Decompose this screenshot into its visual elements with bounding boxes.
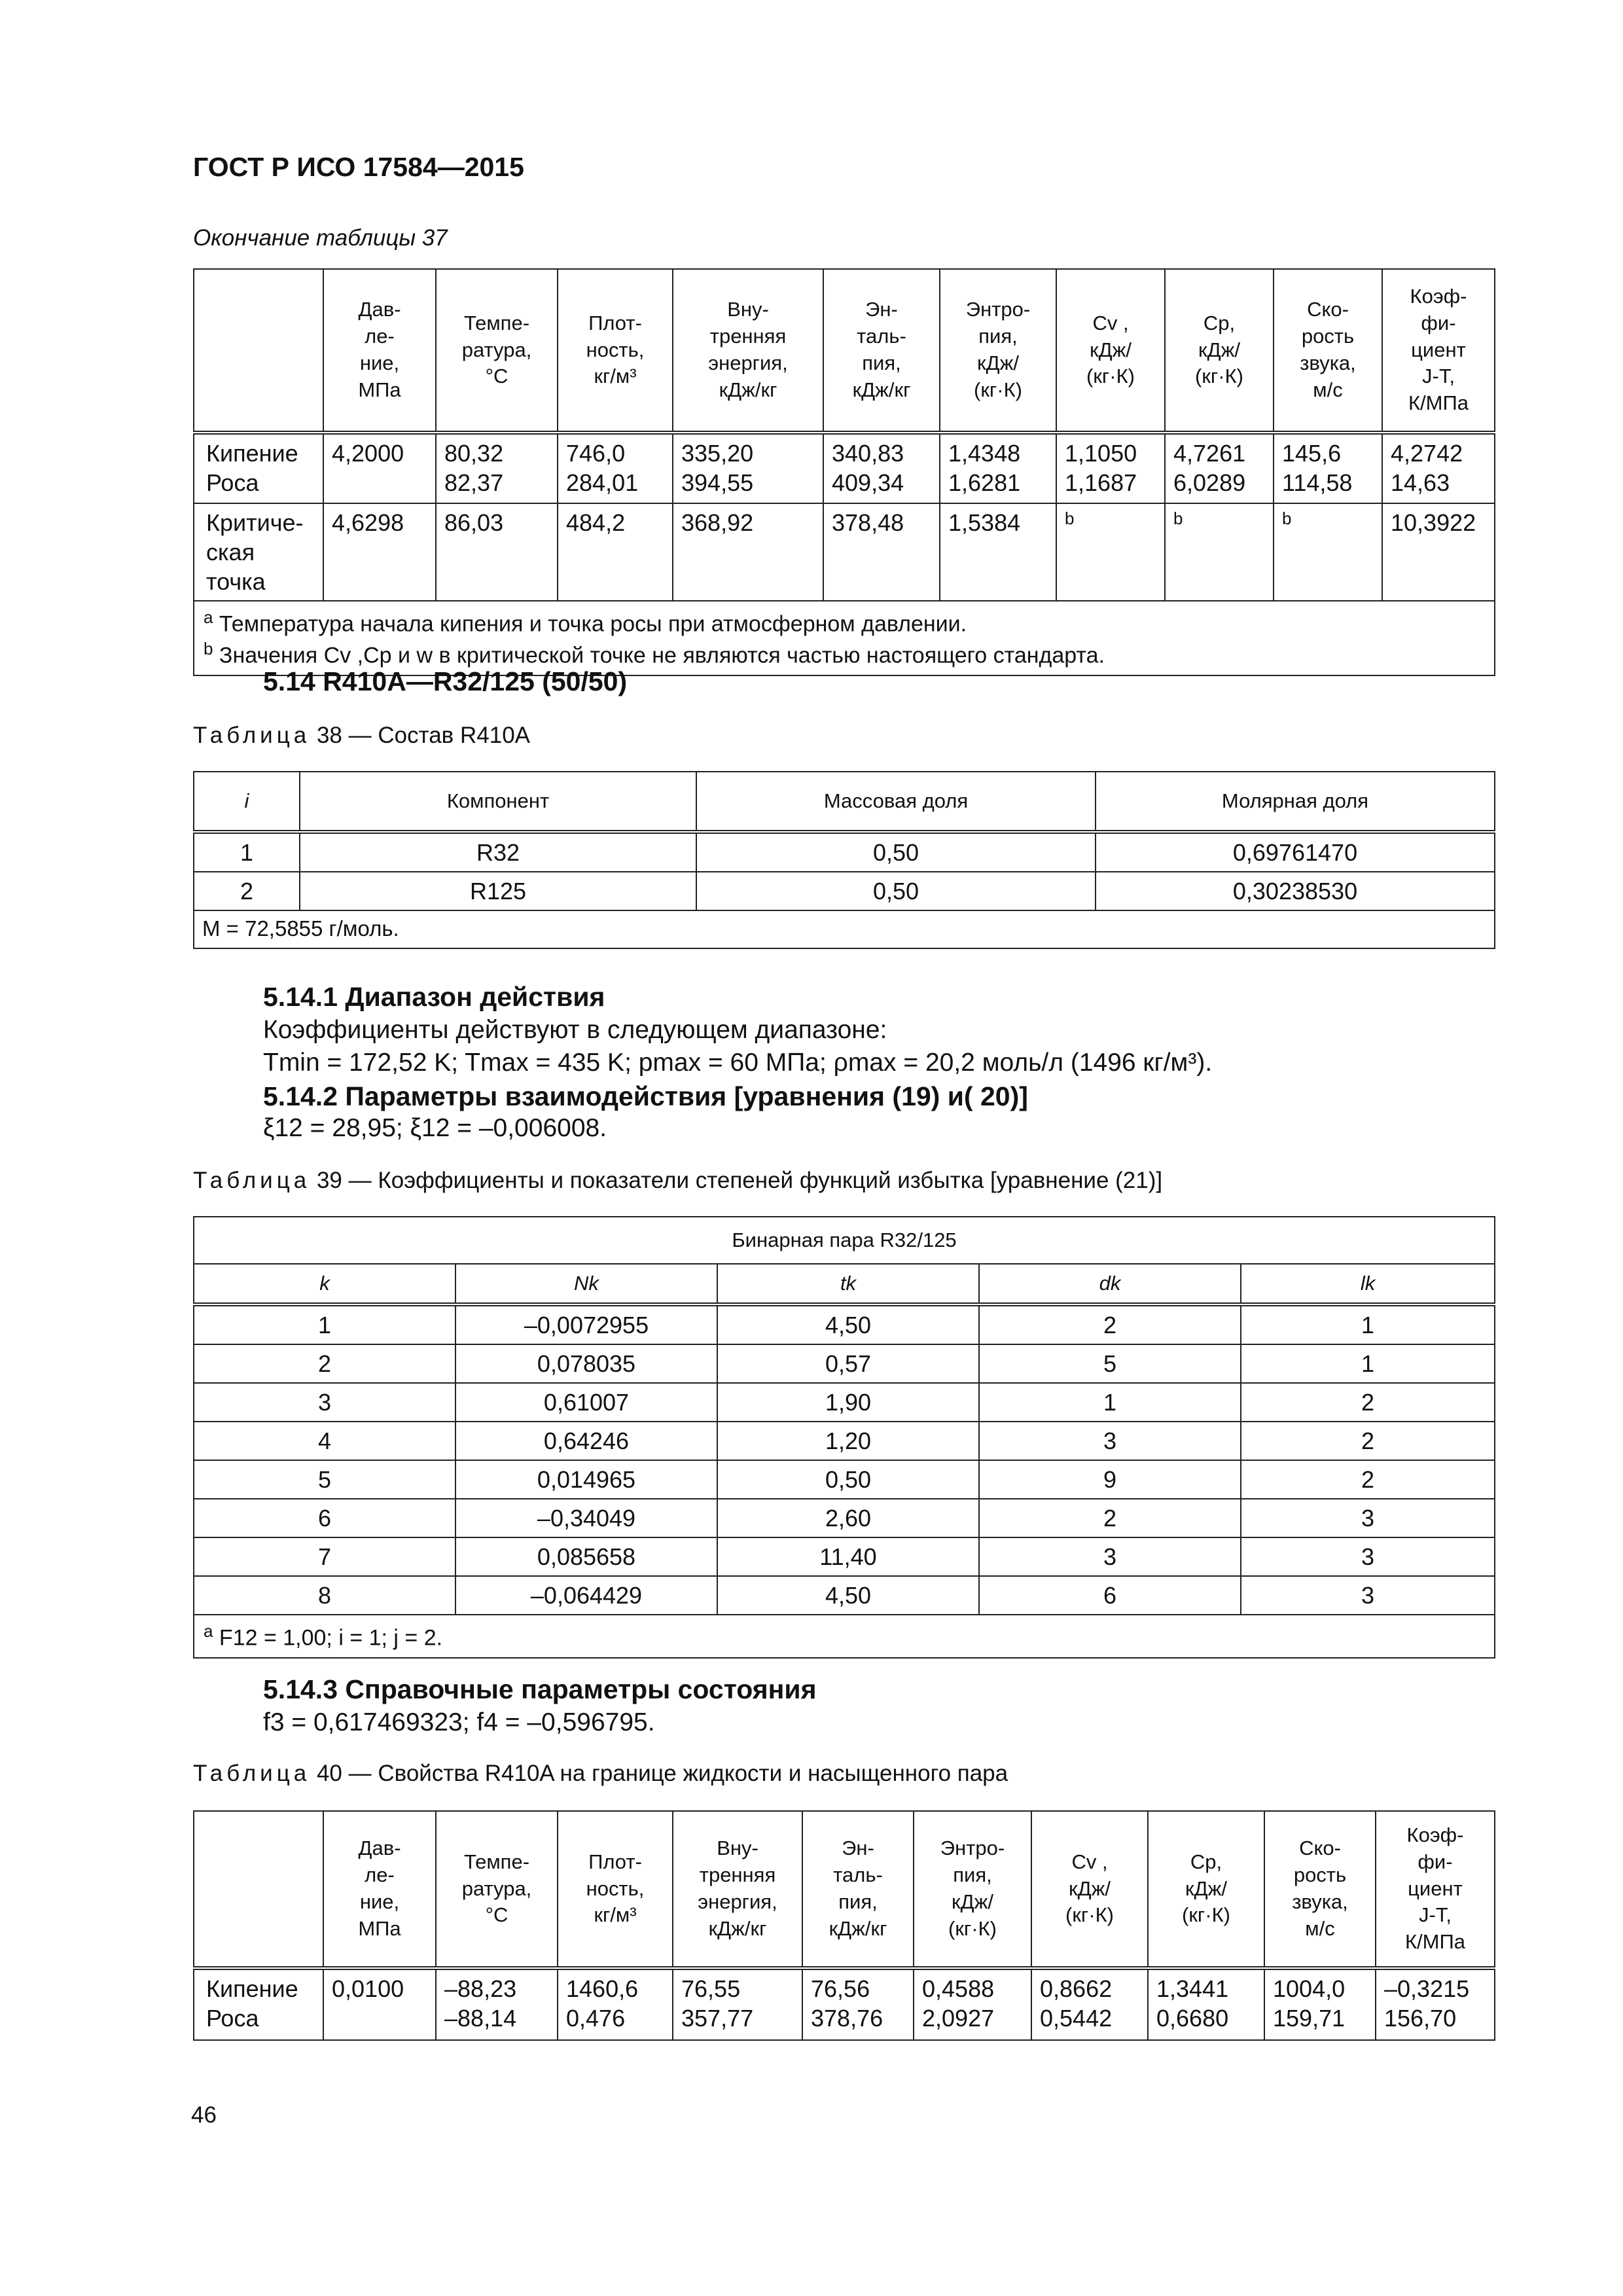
t39-cell: 11,40: [717, 1537, 979, 1576]
table-37: [193, 268, 1495, 676]
t37-cell: b: [1274, 503, 1382, 601]
t37-header-internal-energy: Вну- тренняя энергия, кДж/кг: [673, 269, 823, 433]
t37-cell: 368,92: [673, 503, 823, 601]
t37-header-enthalpy: Эн- таль- пия, кДж/кг: [823, 269, 940, 433]
t40-header-temperature: Темпе- ратура, °С: [436, 1811, 558, 1968]
t40-header-jt-coefficient: Коэф- фи- циент J-T, К/МПа: [1376, 1811, 1495, 1968]
t40-cell: 1004,0 159,71: [1264, 1968, 1376, 2040]
t38-cell: 0,30238530: [1096, 872, 1495, 910]
table-39: [193, 1216, 1495, 1659]
t38-cell: 0,50: [696, 872, 1096, 910]
t37-header-temperature: Темпе- ратура, °С: [436, 269, 558, 433]
t40-cell: –88,23 –88,14: [436, 1968, 558, 2040]
t37-cell: 145,6 114,58: [1274, 433, 1382, 503]
t39-cell: 1: [1241, 1344, 1495, 1383]
t39-cell: 3: [979, 1422, 1241, 1460]
t39-header-nk: Nk: [455, 1264, 717, 1304]
t40-cell: 0,0100: [323, 1968, 436, 2040]
table-row: [194, 1499, 1495, 1537]
t39-cell: 6: [979, 1576, 1241, 1615]
t39-cell: 9: [979, 1460, 1241, 1499]
t40-cell: 1460,6 0,476: [558, 1968, 673, 2040]
t39-footnote: $^a$ F12 = 1,00; i = 1; j = 2.: [194, 1615, 1495, 1658]
t39-cell: 0,085658: [455, 1537, 717, 1576]
t39-cell: 5: [194, 1460, 455, 1499]
t39-cell: 7: [194, 1537, 455, 1576]
table37-caption: Окончание таблицы 37: [193, 225, 448, 251]
section-5-14-title: 5.14 R410A—R32/125 (50/50): [263, 666, 628, 696]
t39-cell: –0,34049: [455, 1499, 717, 1537]
t38-cell: 0,50: [696, 832, 1096, 872]
t39-cell: 2: [194, 1344, 455, 1383]
t40-cell: –0,3215 156,70: [1376, 1968, 1495, 2040]
t39-cell: 1: [979, 1383, 1241, 1422]
t37-footnote-a: $^a$ Температура начала кипения и точка росы при атмосферном давлении.: [204, 607, 967, 637]
t37-cell: 1,1050 1,1687: [1056, 433, 1165, 503]
t40-header-density: Плот- ность, кг/м³: [558, 1811, 673, 1968]
t40-header-pressure: Дав- ле- ние, МПа: [323, 1811, 436, 1968]
section-5-14-1-line2: Tmin = 172,52 K; Tmax = 435 K; pmax = 60 МПа; ρmax = 20,2 моль/л (1496 кг/м³).: [263, 1049, 1213, 1077]
t39-cell: 1: [194, 1304, 455, 1344]
t39-cell: 3: [194, 1383, 455, 1422]
t39-cell: 2: [979, 1304, 1241, 1344]
t37-footnote-b: $^b$ Значения Cv ,Cp и w в критической точке не являются частью настоящего стандарта.: [204, 638, 1105, 668]
t39-cell: 0,078035: [455, 1344, 717, 1383]
t37-cell: 746,0 284,01: [558, 433, 673, 503]
t40-header-sound-speed: Ско- рость звука, м/с: [1264, 1811, 1376, 1968]
t37-cell: 86,03: [436, 503, 558, 601]
t40-cell: 76,55 357,77: [673, 1968, 802, 2040]
t39-cell: 8: [194, 1576, 455, 1615]
t39-cell: 0,014965: [455, 1460, 717, 1499]
section-5-14-2-title: 5.14.2 Параметры взаимодействия [уравнения (19) и( 20)]: [263, 1081, 1028, 1111]
t38-cell: R32: [300, 832, 696, 872]
t37-header-cv: Cv , кДж/ (кг·К): [1056, 269, 1165, 433]
t37-cell: 340,83 409,34: [823, 433, 940, 503]
t39-cell: 3: [979, 1537, 1241, 1576]
section-5-14-2-line1: ξ12 = 28,95; ξ12 = –0,006008.: [263, 1114, 607, 1142]
t39-cell: 3: [1241, 1537, 1495, 1576]
t38-cell: 2: [194, 872, 300, 910]
t40-cell: 76,56 378,76: [802, 1968, 914, 2040]
t40-cell: Кипение Роса: [194, 1968, 323, 2040]
t39-cell: 1: [1241, 1304, 1495, 1344]
t37-cell: 335,20 394,55: [673, 433, 823, 503]
t39-cell: 2: [1241, 1422, 1495, 1460]
t38-header-molar-fraction: Молярная доля: [1096, 772, 1495, 832]
t37-cell: 484,2: [558, 503, 673, 601]
t39-cell: 2: [1241, 1383, 1495, 1422]
t37-cell: 4,2742 14,63: [1382, 433, 1495, 503]
t38-molar-mass: M = 72,5855 г/моль.: [194, 910, 1495, 948]
t37-header-pressure: Дав- ле- ние, МПа: [323, 269, 436, 433]
t40-header-cell: [194, 1811, 323, 1968]
t39-header-lk: lk: [1241, 1264, 1495, 1304]
t39-header-dk: dk: [979, 1264, 1241, 1304]
t39-cell: 2: [979, 1499, 1241, 1537]
t40-cell: 1,3441 0,6680: [1148, 1968, 1264, 2040]
document-header: ГОСТ Р ИСО 17584—2015: [193, 152, 524, 182]
t40-header-cp: Cp, кДж/ (кг·К): [1148, 1811, 1264, 1968]
t39-cell: 4: [194, 1422, 455, 1460]
table-row: [194, 433, 1495, 503]
t39-group-header: Бинарная пара R32/125: [194, 1217, 1495, 1264]
t37-cell: 10,3922: [1382, 503, 1495, 601]
table-row: [194, 1460, 1495, 1499]
t40-header-cv: Cv , кДж/ (кг·К): [1031, 1811, 1148, 1968]
table-row: [194, 1422, 1495, 1460]
t39-cell: 2,60: [717, 1499, 979, 1537]
t37-header-density: Плот- ность, кг/м³: [558, 269, 673, 433]
table40-label: Таблица 40 — Свойства R410A на границе жидкости и насыщенного пара: [193, 1761, 1008, 1786]
t39-header-k: k: [194, 1264, 455, 1304]
t37-cell: b: [1165, 503, 1274, 601]
t39-cell: 2: [1241, 1460, 1495, 1499]
t39-cell: 4,50: [717, 1576, 979, 1615]
t37-cell: 378,48: [823, 503, 940, 601]
t38-header-component: Компонент: [300, 772, 696, 832]
t39-cell: 0,61007: [455, 1383, 717, 1422]
table-row: [194, 872, 1495, 910]
t39-header-tk: tk: [717, 1264, 979, 1304]
table-row: [194, 1383, 1495, 1422]
t37-cell: 4,6298: [323, 503, 436, 601]
t39-cell: 3: [1241, 1576, 1495, 1615]
t38-cell: 0,69761470: [1096, 832, 1495, 872]
table38-label: Таблица 38 — Состав R410A: [193, 723, 531, 748]
t37-header-entropy: Энтро- пия, кДж/ (кг·К): [940, 269, 1056, 433]
t39-cell: 5: [979, 1344, 1241, 1383]
table-row: [194, 1537, 1495, 1576]
t37-cell: 4,7261 6,0289: [1165, 433, 1274, 503]
t39-cell: 3: [1241, 1499, 1495, 1537]
section-5-14-1-line1: Коэффициенты действуют в следующем диапазоне:: [263, 1016, 887, 1044]
t37-cell: Кипение Роса: [194, 433, 323, 503]
t37-cell: 1,4348 1,6281: [940, 433, 1056, 503]
t38-cell: R125: [300, 872, 696, 910]
t37-header-sound-speed: Ско- рость звука, м/с: [1274, 269, 1382, 433]
t39-cell: 4,50: [717, 1304, 979, 1344]
t40-header-entropy: Энтро- пия, кДж/ (кг·К): [914, 1811, 1031, 1968]
t39-cell: 0,50: [717, 1460, 979, 1499]
table-row: [194, 503, 1495, 601]
t37-cell: 1,5384: [940, 503, 1056, 601]
section-5-14-3-line1: f3 = 0,617469323; f4 = –0,596795.: [263, 1708, 655, 1736]
table-row: [194, 1304, 1495, 1344]
t37-cell: Критиче- ская точка: [194, 503, 323, 601]
t40-header-internal-energy: Вну- тренняя энергия, кДж/кг: [673, 1811, 802, 1968]
t37-footnotes: [194, 601, 1495, 675]
table-38: [193, 771, 1495, 949]
table39-label: Таблица 39 — Коэффициенты и показатели степеней функций избытка [уравнение (21)]: [193, 1168, 1163, 1193]
t39-cell: –0,064429: [455, 1576, 717, 1615]
t37-header-cell: [194, 269, 323, 433]
section-5-14-1-title: 5.14.1 Диапазон действия: [263, 982, 605, 1012]
t38-header-index: i: [194, 772, 300, 832]
t40-header-enthalpy: Эн- таль- пия, кДж/кг: [802, 1811, 914, 1968]
t39-cell: 0,57: [717, 1344, 979, 1383]
t39-cell: 1,90: [717, 1383, 979, 1422]
table-row: [194, 1576, 1495, 1615]
t40-cell: 0,8662 0,5442: [1031, 1968, 1148, 2040]
t40-cell: 0,4588 2,0927: [914, 1968, 1031, 2040]
table-40: [193, 1810, 1495, 2041]
t39-cell: 0,64246: [455, 1422, 717, 1460]
t38-cell: 1: [194, 832, 300, 872]
t39-cell: 1,20: [717, 1422, 979, 1460]
t37-cell: 4,2000: [323, 433, 436, 503]
table-row: [194, 1344, 1495, 1383]
t37-header-cp: Cp, кДж/ (кг·К): [1165, 269, 1274, 433]
table-row: [194, 1968, 1495, 2040]
t38-header-mass-fraction: Массовая доля: [696, 772, 1096, 832]
t37-cell: b: [1056, 503, 1165, 601]
t37-cell: 80,32 82,37: [436, 433, 558, 503]
table-row: [194, 832, 1495, 872]
t39-cell: 6: [194, 1499, 455, 1537]
section-5-14-3-title: 5.14.3 Справочные параметры состояния: [263, 1674, 817, 1704]
page-number: 46: [191, 2102, 217, 2128]
t37-header-jt-coefficient: Коэф- фи- циент J-T, К/МПа: [1382, 269, 1495, 433]
t39-cell: –0,0072955: [455, 1304, 717, 1344]
